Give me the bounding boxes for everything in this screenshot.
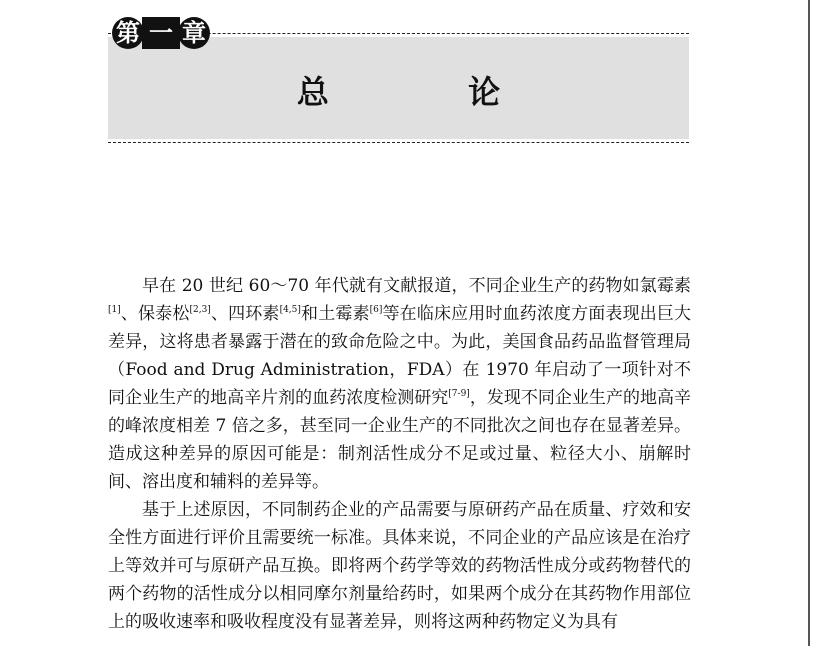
paragraph-text: 、保泰松 bbox=[120, 304, 190, 324]
chapter-badge-char: 章 bbox=[178, 17, 210, 49]
paragraph bbox=[108, 496, 691, 636]
paragraph-text: 等在临床应用时血药浓度方面表现出巨大差异，这将患者暴露于潜在的致命危险之中。为此，美国食品药品监督管理局（Food and Drug Administration，FDA）在 1970 年启动了一项针对不同企业生产的地高辛片剂的血药浓度检测研究 bbox=[108, 304, 692, 408]
paragraph-text: 基于上述原因，不同制药企业的产品需要与原研药产品在质量、疗效和安全性方面进行评价且需要统一标准。具体来说，不同企业的产品应该是在治疗上等效并可与原研产品互换。即将两个药学等效的药物活性成分或药物替代的两个药物的活性成分以相同摩尔剂量给药时，如果两个成分在其药物作用部位上的吸收速率和吸收程度没有显著差异，则将这两种药物定义为具有 bbox=[108, 500, 691, 632]
chapter-badge bbox=[112, 17, 208, 49]
chapter-badge-char: 一 bbox=[142, 17, 180, 49]
citation-ref: [1] bbox=[108, 305, 121, 315]
paragraph-text: ，发现不同企业生产的地高辛的峰浓度相差 7 倍之多，甚至同一企业生产的不同批次之间也存在显著差异。造成这种差异的原因可能是：制剂活性成分不足或过量、粒径大小、崩解时间、溶出度和辅料的差异等。 bbox=[108, 388, 692, 492]
body-text bbox=[108, 272, 691, 636]
citation-ref: [4,5] bbox=[279, 305, 301, 315]
citation-ref: [7-9] bbox=[448, 389, 470, 399]
citation-ref: [2,3] bbox=[189, 305, 211, 315]
chapter-badge-char: 第 bbox=[112, 17, 144, 49]
paragraph bbox=[108, 272, 691, 496]
header-dashed-rule-bottom bbox=[108, 142, 689, 143]
paragraph-text: 、四环素 bbox=[210, 304, 280, 324]
paragraph-text: 早在 20 世纪 60～70 年代就有文献报道，不同企业生产的药物如氯霉素 bbox=[142, 276, 691, 296]
paragraph-text: 和土霉素 bbox=[300, 304, 370, 324]
citation-ref: [6] bbox=[369, 305, 383, 315]
page-edge-rule bbox=[808, 0, 810, 646]
chapter-title: 总 论 bbox=[296, 73, 565, 111]
